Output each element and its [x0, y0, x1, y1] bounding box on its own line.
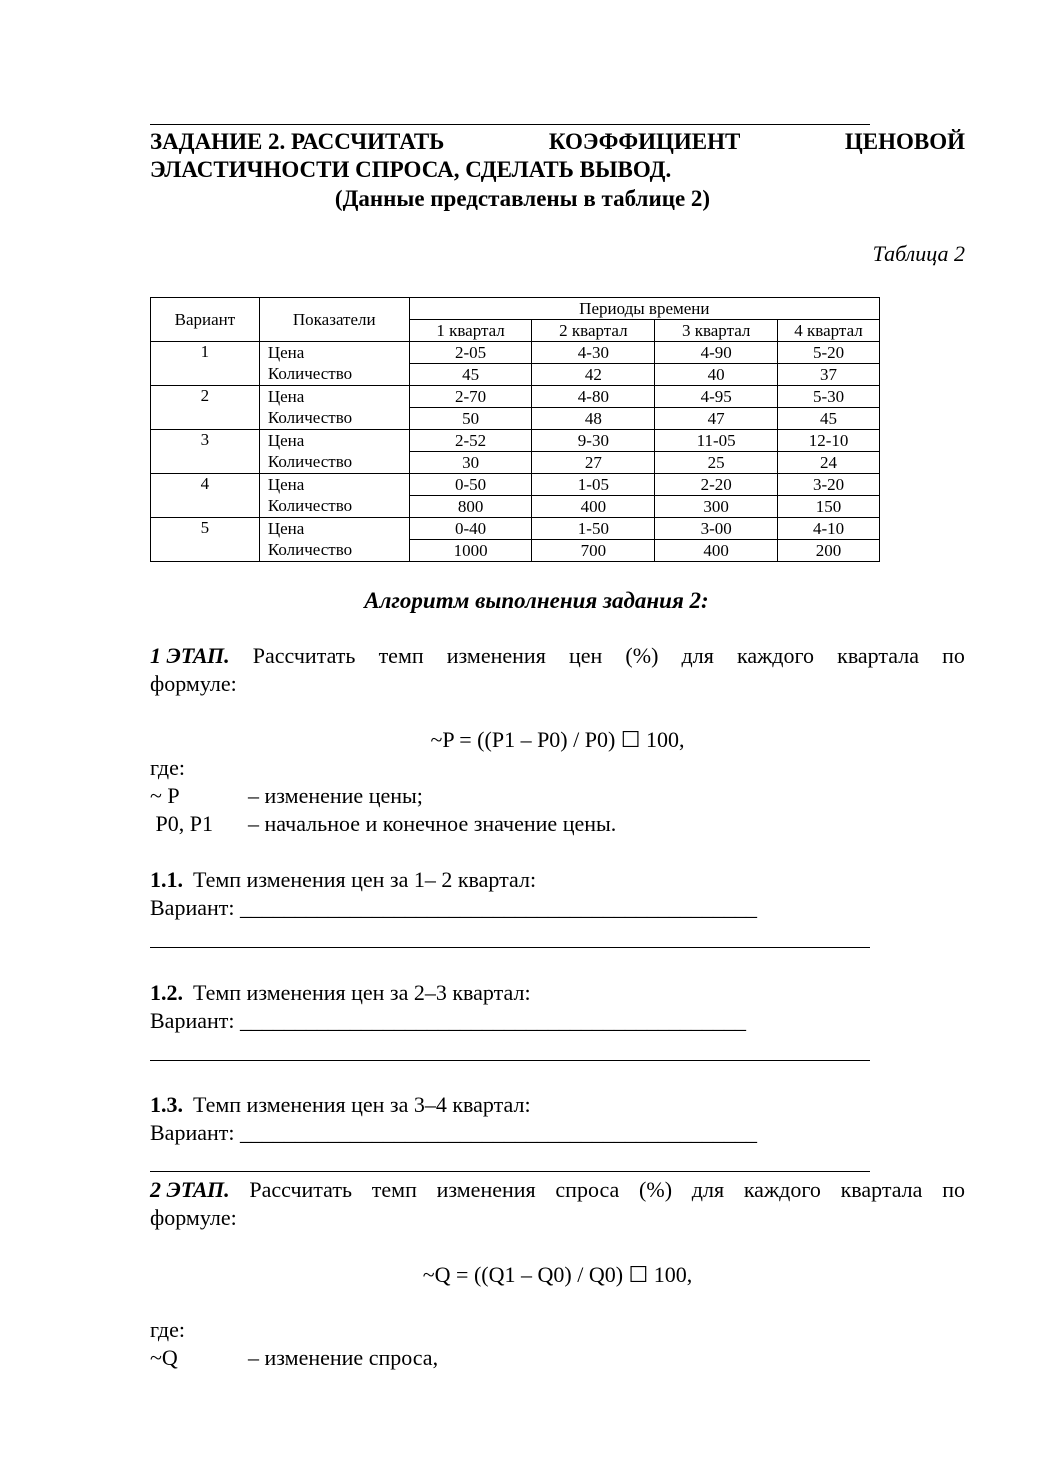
- section-text: Темп изменения цен за 2–3 квартал:: [193, 980, 531, 1005]
- stage1-word: Рассчитать: [252, 643, 356, 668]
- variant-cell: 1: [151, 342, 260, 386]
- quantity-cell: 50: [409, 408, 532, 430]
- quantity-cell: 400: [655, 540, 778, 562]
- price-cell: 1-50: [532, 518, 655, 540]
- price-formula: ~P = ((P1 – P0) / P0) ☐ 100,: [430, 727, 685, 752]
- table-row: [151, 364, 880, 386]
- price-cell: 0-40: [409, 518, 532, 540]
- demand-formula: ~Q = ((Q1 – Q0) / Q0) ☐ 100,: [422, 1262, 693, 1287]
- stage1-line-1: [150, 642, 965, 670]
- quantity-cell: 30: [409, 452, 532, 474]
- table-row: [151, 518, 880, 540]
- quantity-cell: 37: [778, 364, 880, 386]
- definition-text: – изменение цены;: [248, 783, 423, 808]
- quantity-cell: 47: [655, 408, 778, 430]
- section-1-3-heading: [150, 1091, 531, 1119]
- stage2-word: квартала: [840, 1177, 923, 1202]
- stage2-word: Рассчитать: [249, 1177, 353, 1202]
- stage2-word: каждого: [743, 1177, 821, 1202]
- header-quarter: 2 квартал: [532, 320, 655, 342]
- stage2-line-1: [150, 1176, 965, 1204]
- stage2-word: для: [691, 1177, 725, 1202]
- data-table: [150, 297, 880, 562]
- quantity-cell: 300: [655, 496, 778, 518]
- algorithm-title: Алгоритм выполнения задания 2:: [364, 588, 709, 613]
- price-cell: 4-10: [778, 518, 880, 540]
- section-1-1-field[interactable]: [150, 894, 757, 922]
- stage2-word: изменения: [436, 1177, 536, 1202]
- where-label: где:: [150, 755, 185, 780]
- document-page: [150, 0, 965, 1471]
- quantity-cell: 27: [532, 452, 655, 474]
- quantity-cell: 24: [778, 452, 880, 474]
- variant-cell: 2: [151, 386, 260, 430]
- quantity-label-cell: Количество: [259, 408, 409, 430]
- stage1-label: 1 ЭТАП.: [150, 643, 230, 668]
- answer-line[interactable]: [150, 1171, 870, 1172]
- definition-symbol: ~ P: [150, 783, 180, 808]
- price-cell: 4-90: [655, 342, 778, 364]
- variant-cell: 3: [151, 430, 260, 474]
- definition-row: [150, 1344, 965, 1372]
- table-row: [151, 408, 880, 430]
- quantity-cell: 42: [532, 364, 655, 386]
- price-cell: 9-30: [532, 430, 655, 452]
- header-quarter: 4 квартал: [778, 320, 880, 342]
- quantity-cell: 150: [778, 496, 880, 518]
- table-row: [151, 474, 880, 496]
- field-label: Вариант:: [150, 895, 235, 920]
- stage1-paragraph: [150, 642, 965, 698]
- heading-subtitle: (Данные представлены в таблице 2): [334, 186, 711, 211]
- quantity-cell: 25: [655, 452, 778, 474]
- price-cell: 1-05: [532, 474, 655, 496]
- section-1-1-heading: [150, 866, 536, 894]
- stage2-word: темп: [371, 1177, 417, 1202]
- stage1-word: изменения: [446, 643, 546, 668]
- quantity-cell: 45: [409, 364, 532, 386]
- price-label-cell: Цена: [259, 518, 409, 540]
- price-cell: 4-30: [532, 342, 655, 364]
- stage1-word: для: [681, 643, 714, 668]
- section-number: 1.3.: [150, 1092, 183, 1117]
- quantity-cell: 1000: [409, 540, 532, 562]
- quantity-cell: 48: [532, 408, 655, 430]
- quantity-label-cell: Количество: [259, 540, 409, 562]
- definition-row: [150, 810, 965, 838]
- definition-row: [150, 782, 965, 810]
- header-quarter: 3 квартал: [655, 320, 778, 342]
- stage1-word: цен: [568, 643, 603, 668]
- price-cell: 4-80: [532, 386, 655, 408]
- stage1-word: (%): [625, 643, 659, 668]
- stage1-word: темп: [378, 643, 424, 668]
- price-label-cell: Цена: [259, 474, 409, 496]
- definition-text: – начальное и конечное значение цены.: [248, 811, 617, 836]
- stage1-line-2: формуле:: [150, 671, 237, 696]
- heading-line-2: ЭЛАСТИЧНОСТИ СПРОСА, СДЕЛАТЬ ВЫВОД.: [150, 157, 672, 182]
- definition-text: – изменение спроса,: [248, 1345, 439, 1370]
- top-rule: [150, 124, 870, 125]
- table-row: [151, 540, 880, 562]
- stage2-word: по: [942, 1177, 965, 1202]
- quantity-cell: 45: [778, 408, 880, 430]
- variant-cell: 4: [151, 474, 260, 518]
- price-cell: 12-10: [778, 430, 880, 452]
- price-cell: 2-52: [409, 430, 532, 452]
- heading-word: ЗАДАНИЕ 2. РАССЧИТАТЬ: [150, 129, 445, 154]
- stage2-paragraph: [150, 1176, 965, 1232]
- section-number: 1.2.: [150, 980, 183, 1005]
- quantity-cell: 40: [655, 364, 778, 386]
- stage2-word: спроса: [555, 1177, 620, 1202]
- price-cell: 2-05: [409, 342, 532, 364]
- header-indicators: Показатели: [259, 298, 409, 342]
- variant-blank-line[interactable]: _______________________________________________: [239, 1120, 757, 1145]
- where-label: где:: [150, 1317, 185, 1342]
- price-cell: 5-30: [778, 386, 880, 408]
- section-1-3-field[interactable]: [150, 1119, 757, 1147]
- price-cell: 2-70: [409, 386, 532, 408]
- variant-blank-line[interactable]: _______________________________________________: [239, 895, 757, 920]
- quantity-cell: 800: [409, 496, 532, 518]
- stage1-word: каждого: [736, 643, 814, 668]
- definition-symbol: P0, P1: [150, 811, 213, 836]
- stage2-label: 2 ЭТАП.: [150, 1177, 230, 1202]
- section-text: Темп изменения цен за 1– 2 квартал:: [193, 867, 537, 892]
- price-cell: 2-20: [655, 474, 778, 496]
- stage2-word: (%): [639, 1177, 673, 1202]
- quantity-label-cell: Количество: [259, 452, 409, 474]
- field-label: Вариант:: [150, 1120, 235, 1145]
- quantity-cell: 400: [532, 496, 655, 518]
- section-1-2-heading: [150, 979, 531, 1007]
- header-quarter: 1 квартал: [409, 320, 532, 342]
- field-label: Вариант:: [150, 1008, 235, 1033]
- price-cell: 5-20: [778, 342, 880, 364]
- answer-line[interactable]: [150, 947, 870, 948]
- section-text: Темп изменения цен за 3–4 квартал:: [193, 1092, 531, 1117]
- section-number: 1.1.: [150, 867, 183, 892]
- price-cell: 3-20: [778, 474, 880, 496]
- heading-line-1: [150, 128, 965, 156]
- stage1-word: квартала: [837, 643, 919, 668]
- definition-symbol: ~Q: [150, 1345, 178, 1370]
- quantity-label-cell: Количество: [259, 364, 409, 386]
- quantity-cell: 200: [778, 540, 880, 562]
- price-cell: 4-95: [655, 386, 778, 408]
- heading-word: ЦЕНОВОЙ: [844, 129, 965, 154]
- table-row: [151, 452, 880, 474]
- quantity-cell: 700: [532, 540, 655, 562]
- table-caption: Таблица 2: [872, 241, 965, 266]
- table-row: [151, 496, 880, 518]
- stage1-word: по: [942, 643, 965, 668]
- price-cell: 0-50: [409, 474, 532, 496]
- price-label-cell: Цена: [259, 430, 409, 452]
- heading-word: КОЭФФИЦИЕНТ: [548, 129, 741, 154]
- variant-cell: 5: [151, 518, 260, 562]
- table-row: [151, 430, 880, 452]
- price-label-cell: Цена: [259, 386, 409, 408]
- header-variant: Вариант: [151, 298, 260, 342]
- table-row: [151, 386, 880, 408]
- section-1-2-field[interactable]: [150, 1007, 746, 1035]
- price-cell: 11-05: [655, 430, 778, 452]
- variant-blank-line[interactable]: ______________________________________________: [239, 1008, 746, 1033]
- answer-line[interactable]: [150, 1060, 870, 1061]
- quantity-label-cell: Количество: [259, 496, 409, 518]
- price-label-cell: Цена: [259, 342, 409, 364]
- stage2-line-2: формуле:: [150, 1205, 237, 1230]
- table-row: [151, 342, 880, 364]
- header-periods: Периоды времени: [409, 298, 879, 320]
- price-cell: 3-00: [655, 518, 778, 540]
